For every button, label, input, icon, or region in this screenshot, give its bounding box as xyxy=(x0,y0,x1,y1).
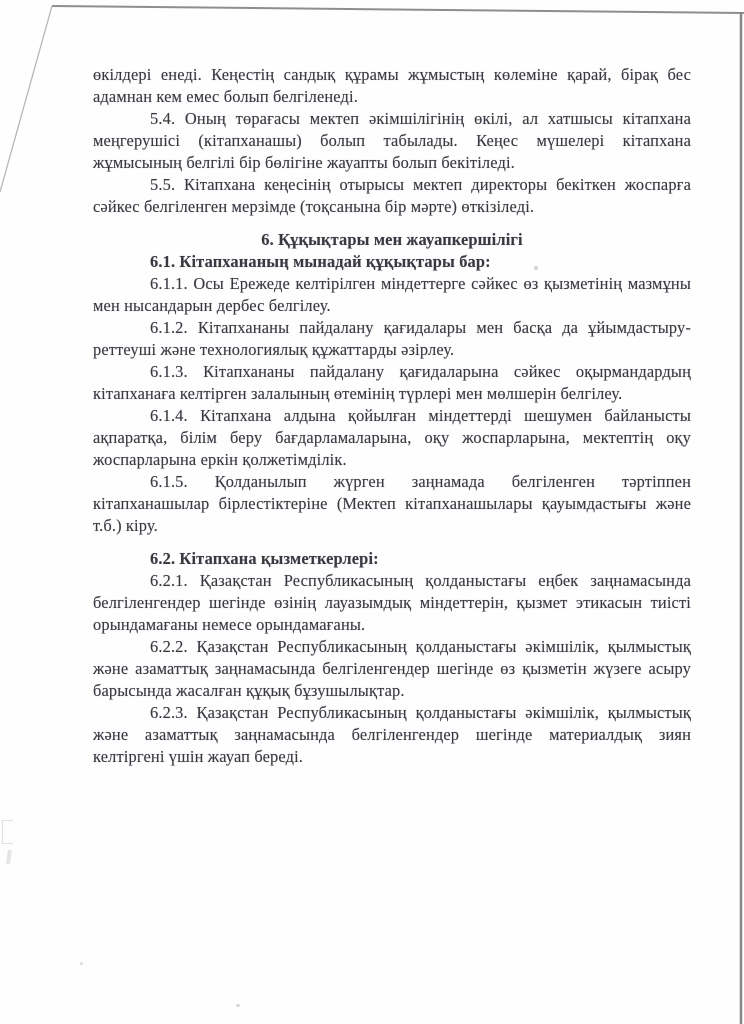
paragraph-p-6-1-5: 6.1.5. Қолданылып жүрген заңнамада белгіленген тәртіппен кітапханашылар бірлестіктеріне (Мектеп кітапханашылары қауымдастығы және т.б.) кіру. xyxy=(93,472,691,535)
paragraph-p-5-4: 5.4. Оның төрағасы мектеп әкімшілігінің өкілі, ал хатшысы кітапхана меңгерушісі (кітапханашы) болып табылады. Кеңес мүшелері кітапхана жұмысының белгілі бір бөлігіне жауапты болып бекітіледі. xyxy=(93,109,691,172)
scan-artifact xyxy=(80,962,83,965)
paper-edge-left xyxy=(0,6,52,192)
scan-artifact xyxy=(6,850,12,864)
paragraph-p-6-2-3: 6.2.3. Қазақстан Республикасының қолданыстағы әкімшілік, қылмыстық және азаматтық заңнамасында белгіленгендер шегінде материалдық зиян келтіргені үшін жауап береді. xyxy=(93,703,691,766)
paragraph-p-6-2-2: 6.2.2. Қазақстан Республикасының қолданыстағы әкімшілік, қылмыстық және азаматтық заңнамасында белгіленгендер шегінде өз қызметін жүзеге асыру барысында жасалған құқық бұзушылықтар. xyxy=(93,637,691,700)
paragraph-h-6-1: 6.1. Кітапхананың мынадай құқықтары бар: xyxy=(150,252,491,271)
paragraph-p-6-1-2: 6.1.2. Кітапхананы пайдалану қағидалары мен басқа да ұйымдастыру-реттеуші және технологиялық құжаттарды әзірлеу. xyxy=(93,318,691,359)
document-text xyxy=(93,64,691,768)
paragraph-h-6-2: 6.2. Кітапхана қызметкерлері: xyxy=(150,549,379,568)
paragraph-p-6-2-1: 6.2.1. Қазақстан Республикасының қолданыстағы еңбек заңнамасында белгіленгендер шегінде өзінің лауазымдық міндеттерін, қызмет этикасын тиісті орындамағаны немесе орындамағаны. xyxy=(93,571,691,634)
paragraph-p-6-1-1: 6.1.1. Осы Ережеде келтірілген міндеттерге сәйкес өз қызметінің мазмұны мен нысандарын дербес белгілеу. xyxy=(93,274,691,315)
paragraph-p-6-1-3: 6.1.3. Кітапхананы пайдалану қағидаларына сәйкес оқырмандардың кітапханаға келтірген залалының өтемінің түрлері мен мөлшерін белгілеу. xyxy=(93,362,691,403)
paragraph-p-5-3-continuation: өкілдері енеді. Кеңестің сандық құрамы жұмыстың көлеміне қарай, бірақ бес адамнан кем емес болып белгіленеді. xyxy=(93,65,691,106)
paper-edge-top xyxy=(52,6,744,13)
paragraph-p-6-1-4: 6.1.4. Кітапхана алдына қойылған міндеттерді шешумен байланысты ақпаратқа, білім беру бағдарламаларына, оқу жоспарларына, мектептің оқу жоспарларына еркін қолжетімділік. xyxy=(93,406,691,469)
paragraph-h-6: 6. Құқықтары мен жауапкершілігі xyxy=(261,230,523,249)
paragraph-p-5-5: 5.5. Кітапхана кеңесінің отырысы мектеп директоры бекіткен жоспарға сәйкес белгіленген мерзімде (тоқсанына бір мәрте) өткізіледі. xyxy=(93,175,691,216)
scan-artifact xyxy=(236,1004,240,1007)
scan-artifact xyxy=(2,820,13,844)
